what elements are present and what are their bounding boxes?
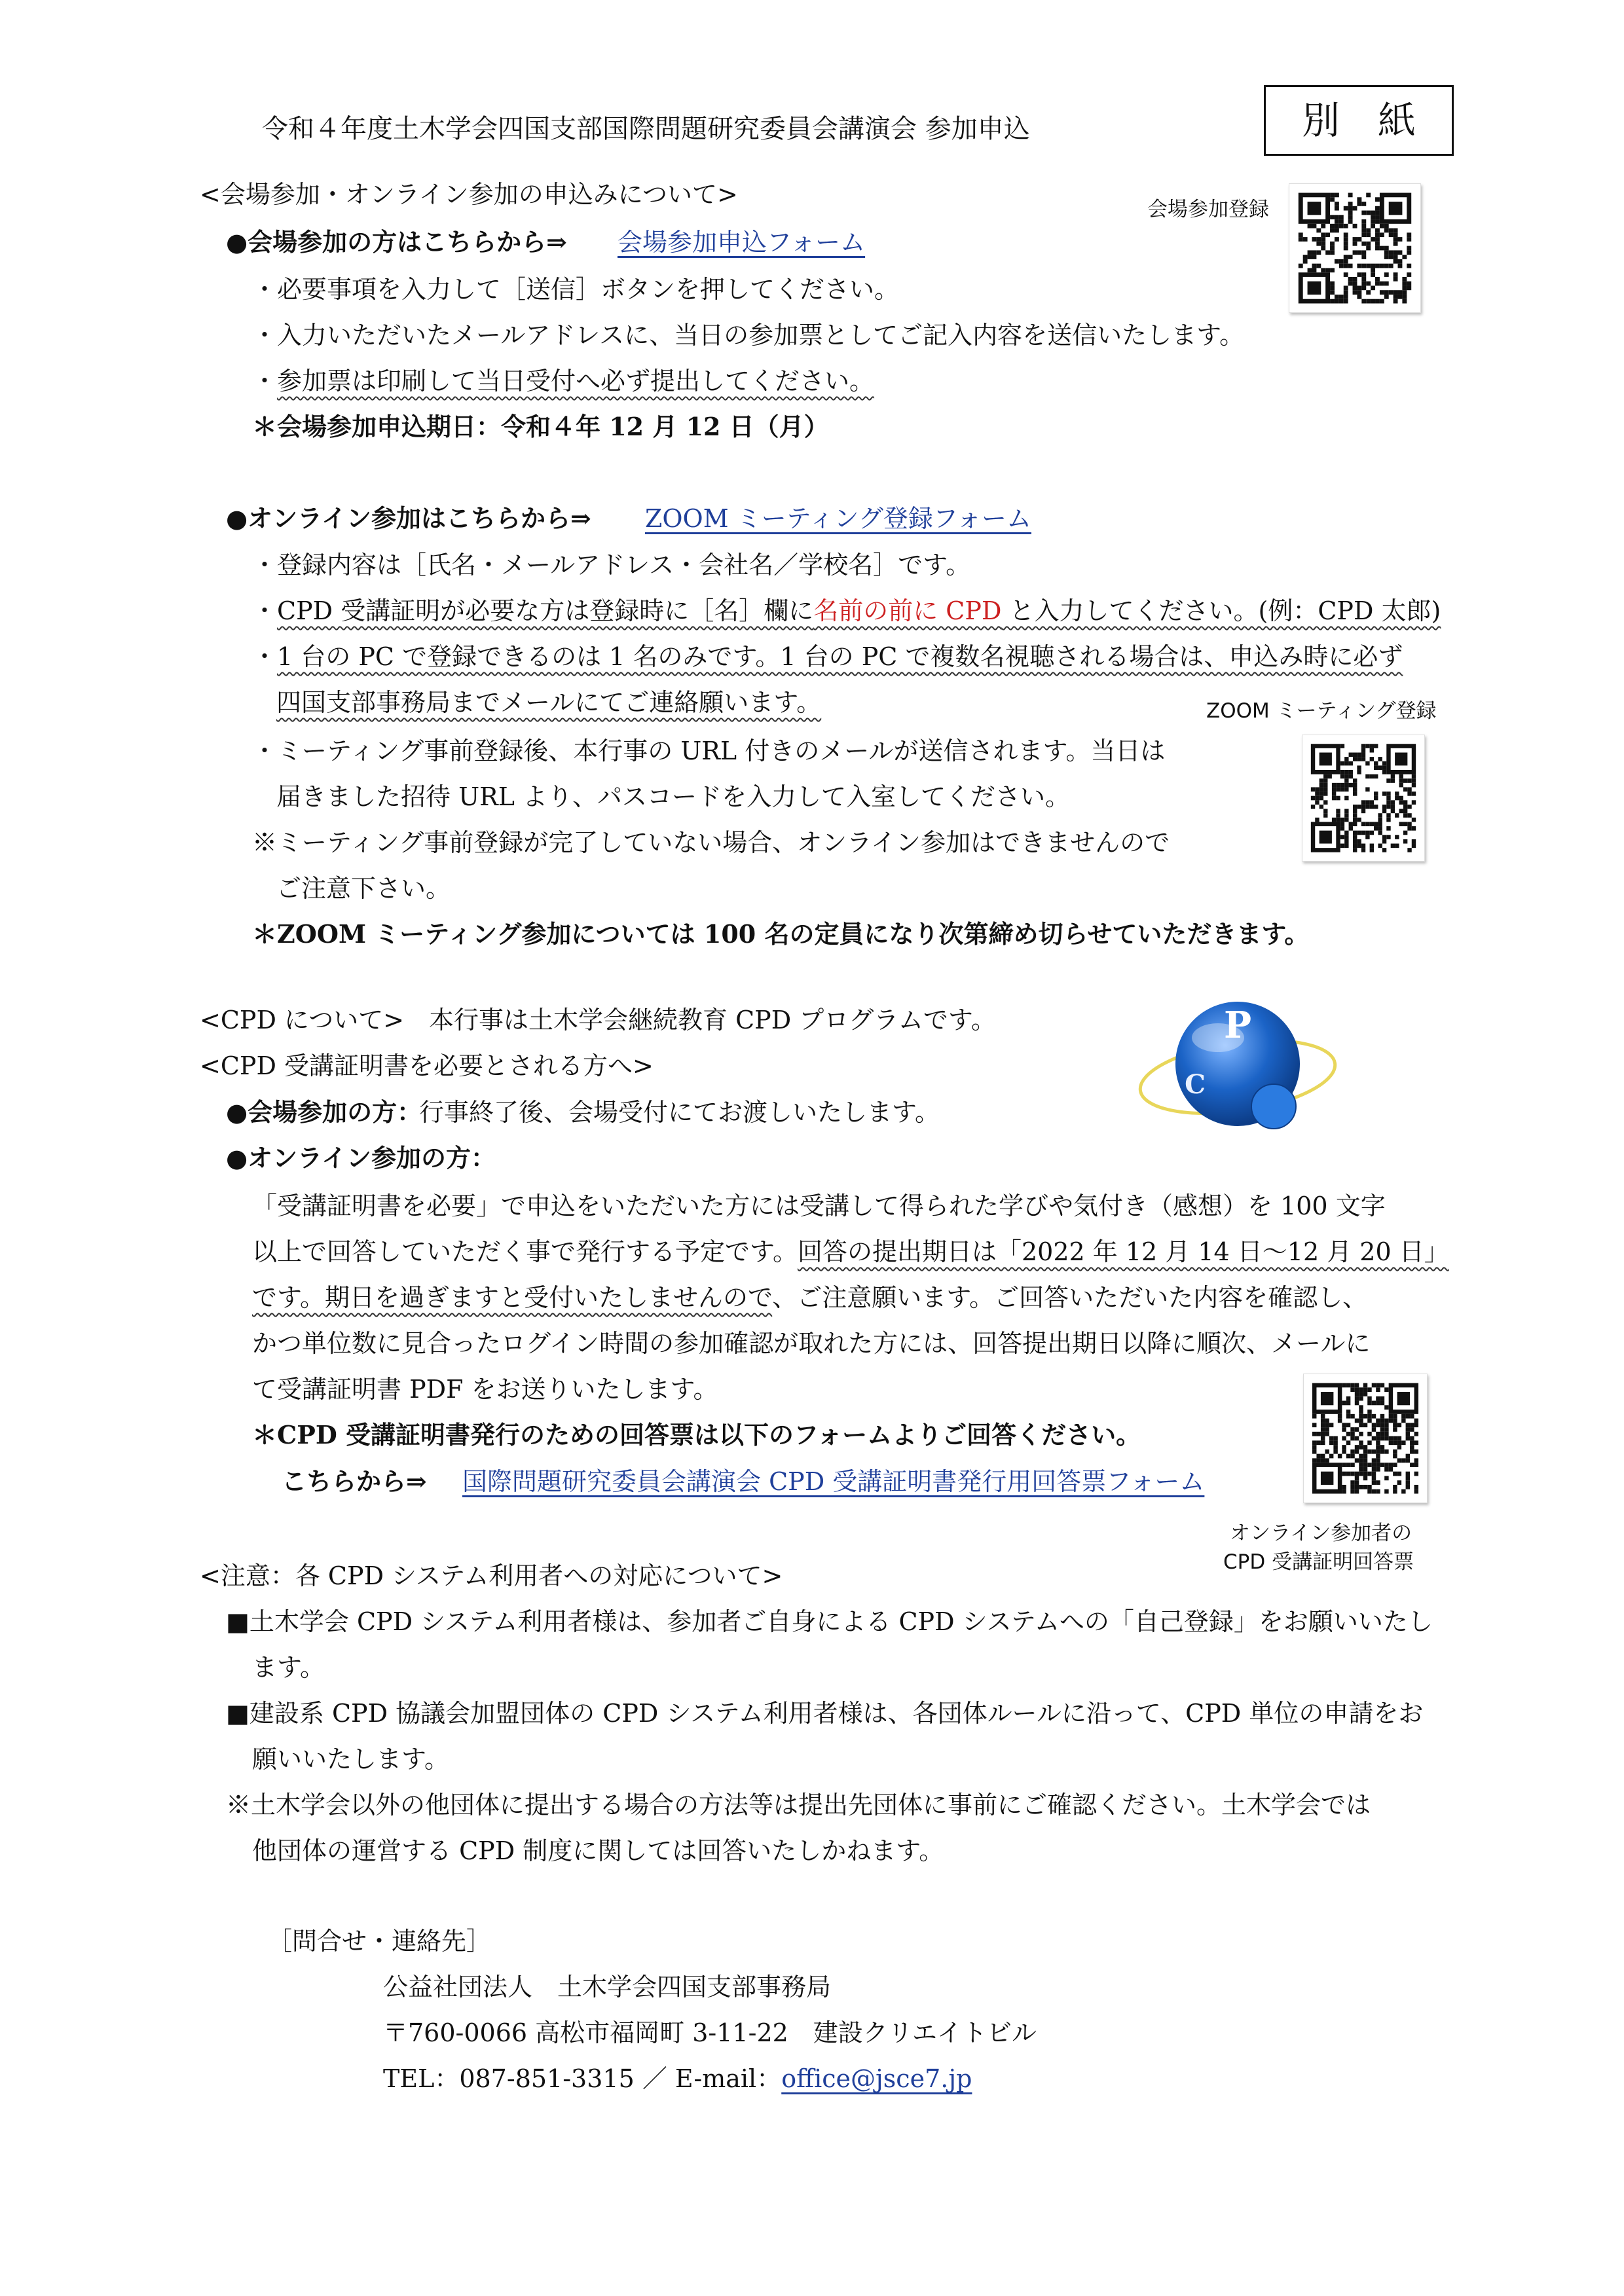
notice-item-2-line-2: 願いいたします。: [252, 1745, 449, 1774]
notice-item-1-line-2: ます。: [252, 1653, 325, 1682]
online-capacity-note: ＊ZOOM ミーティング参加については 100 名の定員になり次第締め切らせていただきます。: [252, 919, 1310, 949]
venue-item-2: ・入力いただいたメールアドレスに、当日の参加票としてご記入内容を送信いたします。: [252, 321, 1245, 350]
contact-org: 公益社団法人 土木学会四国支部事務局: [383, 1973, 832, 2001]
cpd-para-line-4: かつ単位数に見合ったログイン時間の参加確認が取れた方には、回答提出期日以降に順次、メールに: [252, 1329, 1371, 1358]
cpd-qr-label-2: CPD 受講証明回答票: [1223, 1550, 1414, 1574]
online-note-line-2: ご注意下さい。: [276, 874, 451, 903]
online-lead: ●オンライン参加はこちらから⇒: [226, 503, 591, 533]
venue-qr-code[interactable]: [1289, 183, 1421, 313]
document-title: 令和４年度土木学会四国支部国際問題研究委員会講演会 参加申込: [262, 114, 1030, 144]
online-item-3-line-1: [252, 640, 1403, 673]
notice-item-2-line-1: ■建設系 CPD 協議会加盟団体の CPD システム利用者様は、各団体ルールに沿って、CPD 単位の申請をお: [226, 1699, 1424, 1728]
notice-heading: <注意：各 CPD システム利用者への対応について>: [200, 1561, 783, 1590]
cpd-para-line-3a: です。期日を過ぎますと受付いたしませんので: [252, 1283, 773, 1312]
online-item-2-bullet: ・: [252, 596, 278, 625]
contact-address: 〒760-0066 高松市福岡町 3-11-22 建設クリエイトビル: [383, 2018, 1037, 2047]
notice-item-1-line-1: ■土木学会 CPD システム利用者様は、参加者ご自身による CPD システムへの「自己登録」をお願いいたし: [226, 1607, 1433, 1636]
venue-item-3: [252, 365, 874, 397]
qr-code-icon: [1304, 1374, 1427, 1503]
cpd-online-label: ●オンライン参加の方：: [226, 1143, 496, 1173]
online-item-1: ・登録内容は［氏名・メールアドレス・会社名／学校名］です。: [252, 551, 971, 579]
cpd-venue-label: ●会場参加の方：: [226, 1097, 422, 1127]
cpd-logo-icon: [1133, 985, 1342, 1142]
cpd-para-line-2: [252, 1235, 1449, 1268]
cpd-certificate-heading: <CPD 受講証明書を必要とされる方へ>: [200, 1051, 654, 1080]
cpd-para-line-2b: 回答の提出期日は「2022 年 12 月 14 日～12 月 20 日」: [797, 1237, 1449, 1266]
zoom-qr-label: ZOOM ミーティング登録: [1206, 699, 1437, 723]
cpd-para-line-3b: 、ご注意願います。ご回答いただいた内容を確認し、: [772, 1283, 1368, 1312]
cpd-para-line-3: [252, 1281, 1367, 1314]
online-item-3-text-2: 四国支部事務局までメールにてご連絡願います。: [276, 688, 822, 717]
logo-side-letter: C: [1185, 1069, 1206, 1100]
cpd-para-line-1: 「受講証明書を必要」で申込をいただいた方には受講して得られた学びや気付き（感想）を 100 文字: [252, 1192, 1386, 1220]
cpd-answer-form-link[interactable]: 国際問題研究委員会講演会 CPD 受講証明書発行用回答票フォーム: [462, 1467, 1205, 1496]
cpd-heading: <CPD について>: [200, 1006, 405, 1034]
contact-heading: ［問合せ・連絡先］: [267, 1927, 492, 1956]
contact-email-link[interactable]: office@jsce7.jp: [781, 2064, 972, 2093]
cpd-form-note: ＊CPD 受講証明書発行のための回答票は以下のフォームよりご回答ください。: [252, 1420, 1141, 1449]
cpd-qr-label-1: オンライン参加者の: [1230, 1522, 1412, 1545]
online-note-line-1: ※ミーティング事前登録が完了していない場合、オンライン参加はできませんので: [252, 828, 1170, 857]
qr-code-icon: [1302, 735, 1424, 861]
online-item-3-line-2: [276, 686, 821, 719]
online-item-2-red: 名前の前に CPD: [813, 596, 1002, 625]
venue-qr-label: 会場参加登録: [1147, 198, 1269, 221]
venue-item-3-bullet: ・: [252, 367, 278, 395]
online-item-4-line-1: ・ミーティング事前登録後、本行事の URL 付きのメールが送信されます。当日は: [252, 737, 1166, 765]
logo-letter: P: [1223, 1004, 1252, 1047]
venue-deadline: ＊会場参加申込期日：令和４年 12 月 12 日（月）: [252, 412, 829, 441]
online-item-2-text-b: と入力してください。(例：CPD 太郎): [1001, 596, 1441, 625]
zoom-qr-code[interactable]: [1302, 735, 1425, 862]
cpd-description: 本行事は土木学会継続教育 CPD プログラムです。: [429, 1006, 996, 1034]
venue-item-1: ・必要事項を入力して［送信］ボタンを押してください。: [252, 275, 900, 304]
venue-item-3-text: 参加票は印刷して当日受付へ必ず提出してください。: [277, 367, 875, 395]
cpd-venue-text: 行事終了後、会場受付にてお渡しいたします。: [419, 1098, 940, 1127]
online-item-3-text-1: 1 台の PC で登録できるのは 1 名のみです。1 台の PC で複数名視聴される場合は、申込み時に必ず: [277, 642, 1403, 671]
venue-form-link[interactable]: 会場参加申込フォーム: [618, 228, 866, 257]
online-item-2-text-a: CPD 受講証明が必要な方は登録時に［名］欄に: [277, 596, 814, 625]
zoom-form-link[interactable]: ZOOM ミーティング登録フォーム: [645, 504, 1031, 533]
cpd-para-line-5: て受講証明書 PDF をお送りいたします。: [252, 1375, 718, 1404]
qr-code-icon: [1289, 184, 1420, 312]
attachment-badge: 別 紙: [1264, 85, 1454, 156]
contact-tel-text: TEL：087-851-3315 ／ E-mail：: [383, 2064, 782, 2093]
notice-item-3-line-2: 他団体の運営する CPD 制度に関しては回答いたしかねます。: [252, 1836, 944, 1865]
contact-tel: [383, 2062, 972, 2095]
online-item-2: [252, 594, 1441, 627]
venue-lead: ●会場参加の方はこちらから⇒: [226, 227, 567, 257]
cpd-para-line-2a: 以上で回答していただく事で発行する予定です。: [252, 1237, 798, 1266]
online-item-3-bullet: ・: [252, 642, 278, 671]
application-heading: <会場参加・オンライン参加の申込みについて>: [200, 180, 738, 209]
cpd-form-lead: こちらから⇒: [282, 1467, 427, 1496]
notice-item-3-line-1: ※土木学会以外の他団体に提出する場合の方法等は提出先団体に事前にご確認ください。土木学会では: [226, 1791, 1371, 1819]
online-item-4-line-2: 届きました招待 URL より、パスコードを入力して入室してください。: [276, 782, 1071, 811]
cpd-answer-qr-code[interactable]: [1303, 1374, 1428, 1503]
